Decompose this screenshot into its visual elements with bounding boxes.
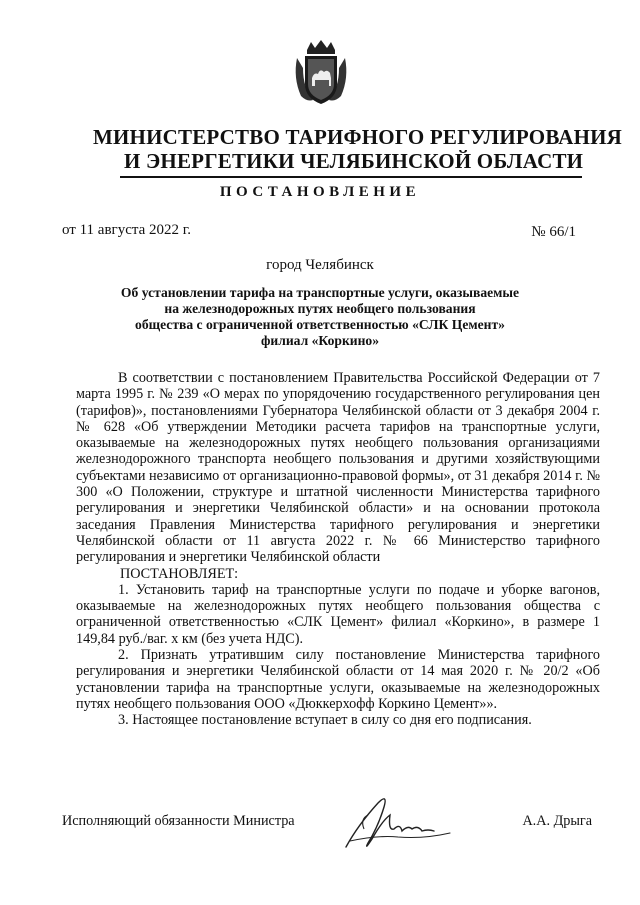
item-1-paragraph: 1. Установить тариф на транспортные услуги по подаче и уборке вагонов, оказываемые на железнодорожных путях необщего пользования общества с ограниченной ответственностью «СЛК Цемент» филиал «Коркино», в размере 1 149,84 руб./ваг. х км (без учета НДС). [76,581,600,647]
preamble-paragraph: В соответствии с постановлением Правительства Российской Федерации от 7 марта 1995 г. № 239 «О мерах по упорядочению государственного регулирования цен (тарифов)», постановлениями Губернатора Челябинской области от 3 декабря 2004 г. № 628 «Об утверждении Методики расчета тарифов на транспортные услуги, оказываемые на железнодорожных путях необщего пользования организациями железнодорожного транспорта необщего пользования и другими хозяйствующими субъектами независимо от организационно-правовой формы», от 31 декабря 2014 г. № 300 «О Положении, структуре и штатной численности Министерства тарифного регулирования и энергетики Челябинской области» и на основании протокола заседания Правления Министерства тарифного регулирования и энергетики Челябинской области от 11 августа 2022 г. № 66 Министерство тарифного регулирования и энергетики Челябинской области [76,370,600,566]
document-date: от 11 августа 2022 г. [62,222,191,238]
document-title [100,285,540,349]
signatory-position: Исполняющий обязанности Министра [62,813,295,829]
document-type: ПОСТАНОВЛЕНИЕ [219,184,421,200]
title-line: на железнодорожных путях необщего пользования [164,301,476,316]
chelyabinsk-coat-of-arms-icon [293,38,349,106]
item-3-paragraph: 3. Настоящее постановление вступает в силу со дня его подписания. [118,712,532,729]
signatory-name: А.А. Дрыга [522,813,592,829]
title-line: филиал «Коркино» [260,333,380,348]
title-line: Об установлении тарифа на транспортные услуги, оказываемые [120,285,520,300]
document-number: № 66/1 [531,224,576,240]
ministry-name-line1: МИНИСТЕРСТВО ТАРИФНОГО РЕГУЛИРОВАНИЯ [93,125,623,149]
header-divider [120,176,582,178]
ministry-name-line2: И ЭНЕРГЕТИКИ ЧЕЛЯБИНСКОЙ ОБЛАСТИ [124,149,584,173]
resolves-heading: ПОСТАНОВЛЯЕТ: [120,565,239,582]
item-2-paragraph: 2. Признать утратившим силу постановление Министерства тарифного регулирования и энергетики Челябинской области от 14 мая 2020 г. № 20/2 «Об установлении тарифа на транспортные услуги, оказываемые на железнодорожных путях необщего пользования ООО «Дюккерхофф Коркино Цемент»». [76,647,600,712]
document-city: город Челябинск [266,257,374,273]
document-body [76,370,600,729]
title-line: общества с ограниченной ответственностью «СЛК Цемент» [135,317,505,332]
handwritten-signature-icon [338,785,458,860]
